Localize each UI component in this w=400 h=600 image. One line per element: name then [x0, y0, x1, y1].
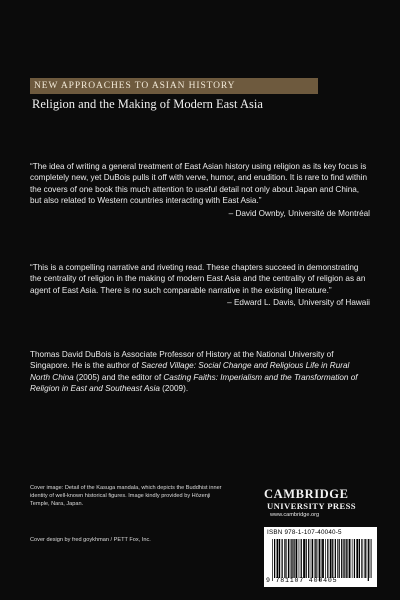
- cover-design-credit: Cover design by fred goykhman / PETT Fox, Inc.: [30, 537, 151, 543]
- barcode-bar: [315, 539, 316, 578]
- barcode-bar: [311, 539, 312, 578]
- barcode-bar: [349, 539, 351, 578]
- barcode-bar: [327, 539, 328, 578]
- quote-text: “The idea of writing a general treatment of East Asian history using religion as its key focus is completely new, yet DuBois pulls it off with verve, humor, and erudition. It is rare to find within the covers of one book this much attention to useful detail not only about Japan and China, but also related to Western countries interacting with East Asia.”: [30, 162, 368, 206]
- series-banner: [30, 78, 318, 94]
- publisher-name-line2: UNIVERSITY PRESS: [267, 501, 356, 511]
- barcode-digits: 9 781107 400405: [266, 577, 338, 584]
- publisher-name: CAMBRIDGE: [264, 487, 349, 501]
- review-quote: [30, 262, 370, 309]
- book-title-sacred-village: Sacred Village: Social Change and Religious Life in Rural North China: [30, 361, 350, 382]
- barcode-bar: [277, 539, 279, 578]
- barcode-bar: [370, 539, 371, 578]
- barcode-bar: [346, 539, 347, 578]
- barcode-bar: [312, 539, 313, 578]
- barcode-bar: [365, 539, 366, 578]
- barcode-bar: [341, 539, 342, 578]
- barcode-bar: [316, 539, 317, 578]
- series-name: NEW APPROACHES TO ASIAN HISTORY: [34, 81, 236, 91]
- barcode-bar: [359, 539, 360, 578]
- barcode-bar: [330, 539, 332, 578]
- barcode-bar: [339, 539, 340, 578]
- isbn-barcode: [264, 527, 377, 587]
- barcode-bar: [325, 539, 326, 578]
- barcode-bar: [371, 539, 372, 578]
- barcode-bar: [288, 539, 289, 578]
- barcode-bar: [290, 539, 291, 578]
- book-title-casting-faiths: Casting Faiths: Imperialism and the Transformation of Religion in East and Southeast Asia: [30, 372, 358, 394]
- barcode-bar: [343, 539, 344, 578]
- barcode-bar: [344, 539, 345, 578]
- barcode-bar: [301, 539, 302, 578]
- quote-text: “This is a compelling narrative and riveting read. These chapters succeed in demonstrating the centrality of religion in the making of modern East Asia and the centrality of religion as an agent of East Asia. There is no such comparable narrative in the existing literature.”: [30, 263, 366, 295]
- barcode-bar: [294, 539, 295, 578]
- barcode-bar: [279, 539, 280, 578]
- barcode-bar: [274, 539, 275, 578]
- barcode-bar: [321, 539, 322, 578]
- barcode-bar: [285, 539, 286, 578]
- barcode-bar: [306, 539, 307, 578]
- barcode-bar: [308, 539, 309, 578]
- barcode-bar: [272, 539, 273, 581]
- author-bio: [30, 349, 370, 395]
- cover-image-credit: Cover image: Detail of the Kasuga mandala, which depicts the Buddhist inner identity of well-known historical figures. Image kindly provided by Hōzenji Temple, Nara, Japan.: [30, 485, 222, 507]
- publisher-url: www.cambridge.org: [270, 512, 320, 518]
- barcode-bar: [291, 539, 292, 578]
- barcode-bar: [319, 539, 320, 581]
- barcode-bar: [322, 539, 324, 578]
- barcode-bar: [332, 539, 333, 578]
- book-title: Religion and the Making of Modern East Asia: [32, 97, 263, 111]
- barcode-bar: [354, 539, 355, 578]
- quote-attribution: – David Ownby, Université de Montréal: [228, 208, 370, 218]
- barcode-bar: [364, 539, 365, 578]
- barcode-bar: [318, 539, 319, 578]
- barcode-bar: [361, 539, 362, 578]
- barcode-bar: [296, 539, 298, 578]
- barcode-bar: [335, 539, 336, 578]
- barcode-bar: [356, 539, 358, 578]
- barcode-bar: [337, 539, 338, 578]
- author-bio-intro: Thomas David DuBois is Associate Professor of History at the National University of Singapore. He is the author of: [30, 350, 334, 371]
- isbn-label: ISBN 978-1-107-40040-5: [267, 529, 342, 536]
- barcode-bar: [282, 539, 283, 578]
- barcode-bar: [284, 539, 285, 578]
- author-bio-year-1: (2005) and the editor of: [73, 372, 164, 382]
- barcode-bar: [303, 539, 305, 578]
- barcode-bar: [292, 539, 293, 578]
- barcode-bar: [299, 539, 300, 578]
- review-quote: [30, 161, 370, 219]
- quote-attribution: – Edward L. Davis, University of Hawaii: [227, 298, 370, 308]
- barcode-bar: [368, 539, 369, 581]
- publisher-logo: [264, 488, 374, 519]
- author-bio-year-2: (2009).: [159, 384, 189, 394]
- barcode-bar: [347, 539, 348, 578]
- barcode-bar: [352, 539, 353, 578]
